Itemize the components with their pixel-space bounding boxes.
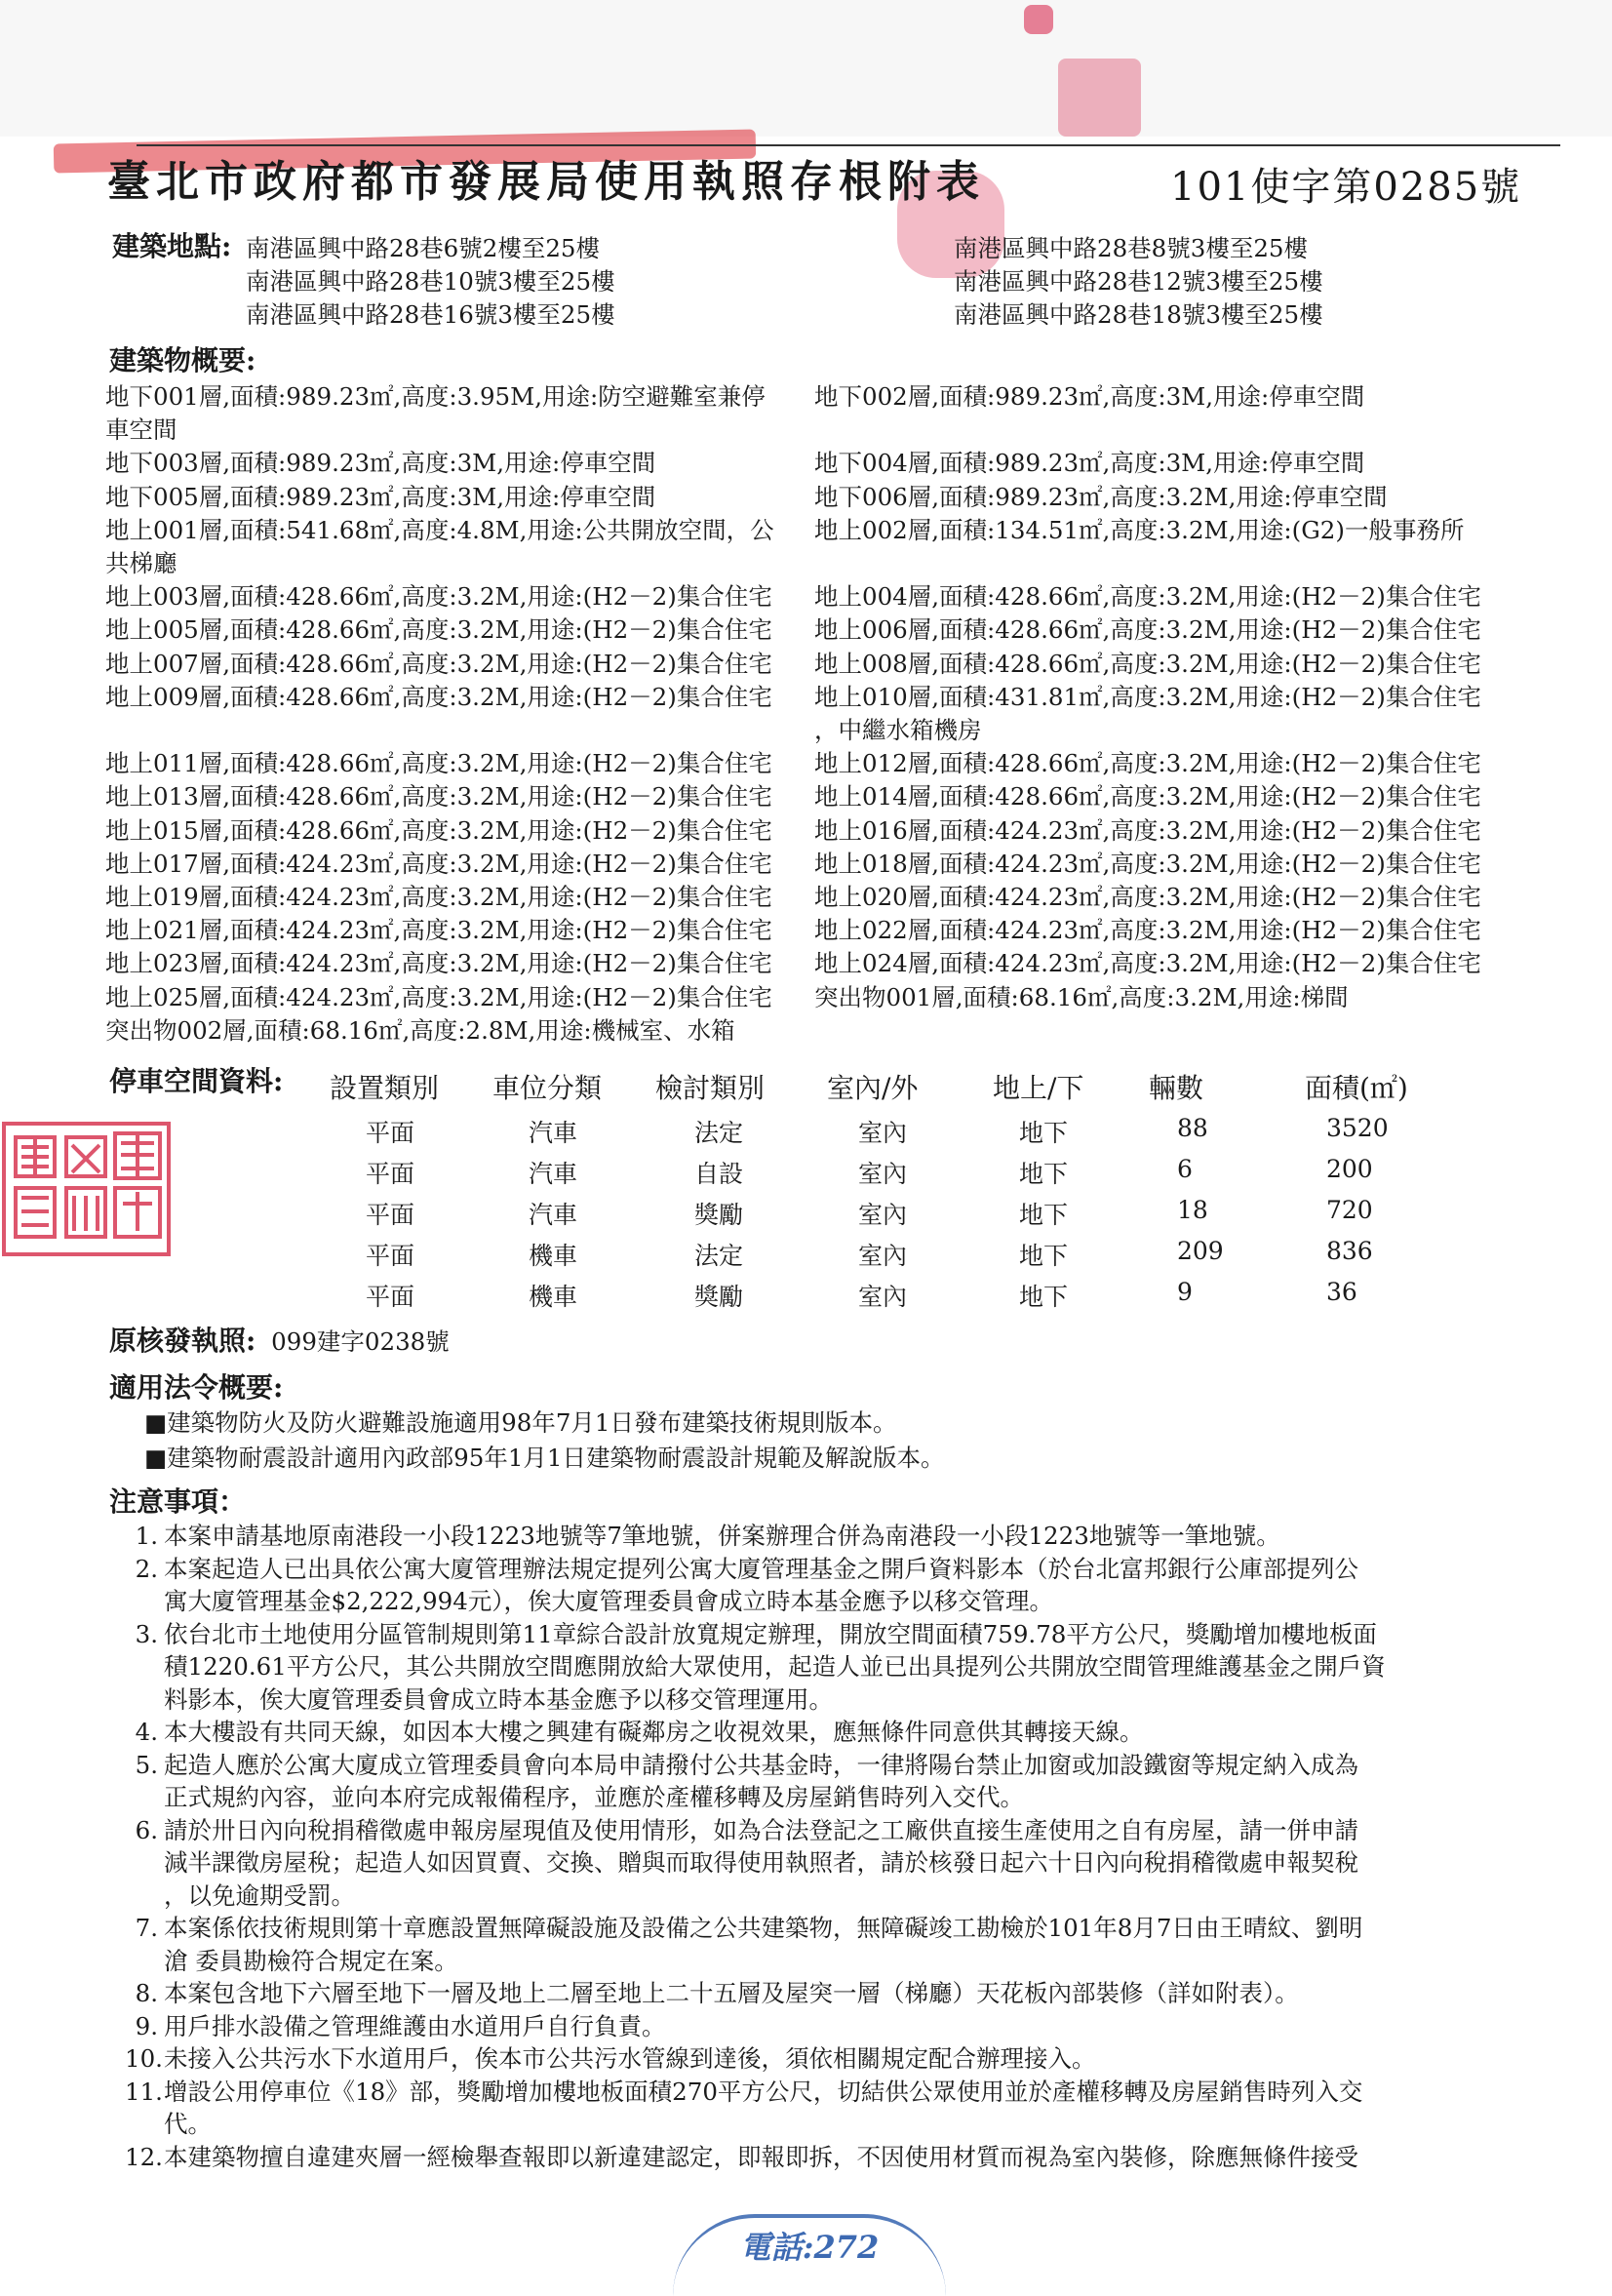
site-label: 建築地點: [112, 230, 232, 262]
site-address: 南港區興中路28巷18號3樓至25樓 [954, 300, 1323, 329]
note-line [125, 1848, 1358, 1878]
laws-label: 適用法令概要: [109, 1371, 284, 1404]
parking-cell: 209 [1177, 1237, 1224, 1265]
overview-line: 地上007層,面積:428.66㎡,高度:3.2M,用途:(H2－2)集合住宅 [105, 649, 772, 678]
note-text: ，以免逾期受罰。 [164, 1880, 355, 1910]
site-address: 南港區興中路28巷12號3樓至25樓 [954, 267, 1323, 296]
note-line [125, 1783, 1024, 1812]
parking-heading [109, 1067, 283, 1097]
parking-cell: 6 [1177, 1155, 1193, 1183]
note-text: 增設公用停車位《18》部，獎勵增加樓地板面積270平方公尺，切結供公眾使用並於產權移轉及房屋銷售時列入交 [164, 2077, 1363, 2106]
note-line [125, 2012, 666, 2041]
overview-line: 地上021層,面積:424.23㎡,高度:3.2M,用途:(H2－2)集合住宅 [105, 916, 772, 945]
note-number: 12. [125, 2142, 163, 2171]
note-text: 滄 委員勘檢符合規定在案。 [164, 1946, 458, 1975]
note-line [125, 1979, 1299, 2008]
note-number: 8. [135, 1979, 158, 2007]
overview-line: 地上004層,面積:428.66㎡,高度:3.2M,用途:(H2－2)集合住宅 [814, 582, 1481, 612]
parking-cell: 9 [1177, 1278, 1193, 1306]
note-line [125, 1587, 1053, 1616]
parking-cell: 地下 [1019, 1160, 1069, 1188]
overview-line: 地上011層,面積:428.66㎡,高度:3.2M,用途:(H2－2)集合住宅 [105, 749, 772, 778]
parking-column-header: 室內/外 [827, 1072, 919, 1104]
parking-column-header: 車位分類 [492, 1072, 603, 1104]
overview-line: 地上006層,面積:428.66㎡,高度:3.2M,用途:(H2－2)集合住宅 [814, 615, 1481, 645]
overview-line: 地上020層,面積:424.23㎡,高度:3.2M,用途:(H2－2)集合住宅 [814, 883, 1481, 911]
note-text: 本建築物擅自違建夾層一經檢舉查報即以新違建認定，即報即拆，不因使用材質而視為室內裝修，除應無條件接受 [164, 2142, 1358, 2171]
parking-cell: 室內 [858, 1201, 908, 1229]
parking-cell: 地下 [1019, 1119, 1069, 1147]
parking-cell: 法定 [694, 1242, 744, 1270]
parking-cell: 836 [1326, 1237, 1373, 1265]
parking-cell: 汽車 [529, 1201, 578, 1229]
note-number: 7. [135, 1914, 158, 1942]
note-line [125, 1555, 1358, 1584]
parking-cell: 平面 [366, 1283, 415, 1311]
note-text: 本大樓設有共同天線，如因本大樓之興建有礙鄰房之收視效果，應無條件同意供其轉接天線。 [164, 1718, 1144, 1746]
note-text: 起造人應於公寓大廈成立管理委員會向本局申請撥付公共基金時，一律將陽台禁止加窗或加設鐵窗等規定納入成為 [164, 1750, 1358, 1779]
overview-line: 地上003層,面積:428.66㎡,高度:3.2M,用途:(H2－2)集合住宅 [105, 582, 772, 612]
note-line [125, 1947, 458, 1976]
note-text: 本案係依技術規則第十章應設置無障礙設施及設備之公共建築物，無障礙竣工勘檢於101年8月7日由王晴紋、劉明 [164, 1914, 1363, 1942]
law-item: ■建築物防火及防火避難設施適用98年7月1日發布建築技術規則版本。 [144, 1408, 897, 1437]
red-stamp-mark [1058, 59, 1141, 137]
parking-cell: 88 [1177, 1114, 1208, 1142]
note-text: 積1220.61平方公尺，其公共開放空間應開放給大眾使用，起造人並已出具提列公共開放空間管理維護基金之開戶資 [164, 1652, 1386, 1681]
parking-cell: 獎勵 [694, 1283, 744, 1311]
notes-heading [109, 1487, 246, 1518]
overview-line: 車空間 [105, 416, 177, 445]
parking-cell: 720 [1326, 1196, 1373, 1224]
parking-cell: 36 [1326, 1278, 1357, 1306]
parking-cell: 3520 [1326, 1114, 1389, 1142]
note-line [125, 1718, 1144, 1747]
overview-line: 地上014層,面積:428.66㎡,高度:3.2M,用途:(H2－2)集合住宅 [814, 782, 1481, 812]
overview-line: 地上001層,面積:541.68㎡,高度:4.8M,用途:公共開放空間，公 [105, 515, 774, 544]
overview-line: 地下005層,面積:989.23㎡,高度:3M,用途:停車空間 [105, 482, 656, 511]
notes-label: 注意事項： [109, 1485, 247, 1518]
original-value: 099建字0238號 [271, 1327, 450, 1356]
overview-line: 地上010層,面積:431.81㎡,高度:3.2M,用途:(H2－2)集合住宅 [814, 682, 1481, 711]
overview-line: 地上009層,面積:428.66㎡,高度:3.2M,用途:(H2－2)集合住宅 [105, 682, 772, 711]
note-line [125, 1652, 1386, 1682]
overview-line: 地下001層,面積:989.23㎡,高度:3.95M,用途:防空避難室兼停 [105, 382, 766, 411]
overview-line: 地上018層,面積:424.23㎡,高度:3.2M,用途:(H2－2)集合住宅 [814, 849, 1481, 878]
parking-cell: 平面 [366, 1119, 415, 1147]
parking-cell: 機車 [529, 1283, 578, 1311]
overview-line: 地下002層,面積:989.23㎡,高度:3M,用途:停車空間 [814, 382, 1365, 411]
overview-line: 地下006層,面積:989.23㎡,高度:3.2M,用途:停車空間 [814, 482, 1388, 511]
note-text: 依台北市土地使用分區管制規則第11章綜合設計放寬規定辦理，開放空間面積759.78平方公尺，獎勵增加樓地板面 [164, 1619, 1377, 1648]
parking-cell: 法定 [694, 1119, 744, 1147]
overview-line: 地下003層,面積:989.23㎡,高度:3M,用途:停車空間 [105, 449, 656, 478]
site-address: 南港區興中路28巷10號3樓至25樓 [246, 267, 615, 296]
parking-cell: 汽車 [529, 1160, 578, 1188]
note-line [125, 2110, 212, 2139]
document-title: 臺北市政府都市發展局使用執照存根附表 [107, 157, 985, 207]
seal-pattern-icon [6, 1126, 167, 1252]
top-blank-strip [0, 0, 1612, 137]
parking-cell: 自設 [694, 1160, 744, 1188]
site-address: 南港區興中路28巷6號2樓至25樓 [246, 234, 601, 262]
note-line [125, 2044, 1096, 2074]
overview-label: 建築物概要: [109, 344, 256, 376]
note-number: 10. [125, 2044, 163, 2073]
parking-column-header: 設置類別 [330, 1072, 440, 1104]
note-number: 3. [135, 1619, 158, 1648]
note-text: 正式規約內容，並向本府完成報備程序，並應於產權移轉及房屋銷售時列入交代。 [164, 1783, 1024, 1811]
note-line [125, 1914, 1362, 1943]
parking-cell: 平面 [366, 1242, 415, 1270]
note-text: 請於卅日內向稅捐稽徵處申報房屋現值及使用情形，如為合法登記之工廠供直接生產使用之自有房屋，請一併申請 [164, 1815, 1358, 1844]
site-address: 南港區興中路28巷8號3樓至25樓 [954, 234, 1309, 262]
parking-cell: 機車 [529, 1242, 578, 1270]
parking-column-header: 檢討類別 [655, 1072, 766, 1104]
overview-line: ，中繼水箱機房 [814, 716, 982, 744]
red-stamp-mark [1024, 5, 1053, 34]
note-line [125, 1620, 1377, 1649]
note-line [125, 1816, 1358, 1845]
note-line [125, 2078, 1362, 2107]
overview-line: 地上015層,面積:428.66㎡,高度:3.2M,用途:(H2－2)集合住宅 [105, 815, 772, 845]
overview-line: 地上023層,面積:424.23㎡,高度:3.2M,用途:(H2－2)集合住宅 [105, 949, 772, 978]
note-number: 2. [135, 1554, 158, 1583]
parking-cell: 室內 [858, 1119, 908, 1147]
note-line [125, 1685, 833, 1715]
overview-line: 地上022層,面積:424.23㎡,高度:3.2M,用途:(H2－2)集合住宅 [814, 916, 1481, 945]
overview-line: 地下004層,面積:989.23㎡,高度:3M,用途:停車空間 [814, 449, 1365, 478]
parking-cell: 18 [1177, 1196, 1208, 1224]
note-text: 本案申請基地原南港段一小段1223地號等7筆地號，併案辦理合併為南港段一小段1223地號等一筆地號。 [164, 1522, 1280, 1550]
note-number: 4. [135, 1718, 158, 1746]
parking-cell: 平面 [366, 1201, 415, 1229]
site-section [112, 232, 231, 262]
permit-number: 101使字第0285號 [1170, 165, 1522, 210]
overview-heading [109, 346, 256, 376]
parking-cell: 地下 [1019, 1242, 1069, 1270]
note-text: 本案包含地下六層至地下一層及地上二層至地上二十五層及屋突一層（梯廳）天花板內部裝修（詳如附表）。 [164, 1979, 1299, 2007]
overview-line: 地上012層,面積:428.66㎡,高度:3.2M,用途:(H2－2)集合住宅 [814, 749, 1481, 778]
parking-cell: 室內 [858, 1160, 908, 1188]
note-number: 1. [135, 1522, 158, 1550]
parking-cell: 地下 [1019, 1201, 1069, 1229]
note-text: 寓大廈管理基金$2,222,994元），俟大廈管理委員會成立時本基金應予以移交管理。 [164, 1587, 1054, 1615]
overview-line: 地上016層,面積:424.23㎡,高度:3.2M,用途:(H2－2)集合住宅 [814, 815, 1481, 845]
original-permit [109, 1326, 450, 1357]
parking-cell: 平面 [366, 1160, 415, 1188]
overview-line: 地上025層,面積:424.23㎡,高度:3.2M,用途:(H2－2)集合住宅 [105, 982, 772, 1011]
law-item: ■建築物耐震設計適用內政部95年1月1日建築物耐震設計規範及解說版本。 [144, 1444, 945, 1472]
laws-heading [109, 1373, 283, 1404]
overview-line: 突出物001層,面積:68.16㎡,高度:3.2M,用途:梯間 [814, 982, 1349, 1011]
blue-seal-stamp: 電話:272 [673, 2214, 946, 2296]
note-text: 減半課徵房屋稅；起造人如因買賣、交換、贈與而取得使用執照者，請於核發日起六十日內向稅捐稽徵處申報契稅 [164, 1848, 1358, 1877]
parking-cell: 室內 [858, 1242, 908, 1270]
parking-label: 停車空間資料: [109, 1065, 284, 1097]
parking-cell: 獎勵 [694, 1201, 744, 1229]
note-number: 11. [125, 2077, 163, 2106]
note-text: 用戶排水設備之管理維護由水道用戶自行負責。 [164, 2011, 666, 2040]
note-line [125, 1522, 1280, 1551]
red-seal-stamp [2, 1122, 171, 1256]
note-line [125, 1881, 355, 1911]
parking-column-header: 地上/下 [993, 1072, 1084, 1104]
note-number: 9. [135, 2011, 158, 2040]
note-text: 未接入公共污水下水道用戶，俟本市公共污水管線到達後，須依相關規定配合辦理接入。 [164, 2044, 1096, 2073]
overview-line: 地上019層,面積:424.23㎡,高度:3.2M,用途:(H2－2)集合住宅 [105, 883, 772, 911]
note-text: 代。 [164, 2110, 212, 2138]
overview-line: 地上008層,面積:428.66㎡,高度:3.2M,用途:(H2－2)集合住宅 [814, 649, 1481, 678]
overview-line: 地上005層,面積:428.66㎡,高度:3.2M,用途:(H2－2)集合住宅 [105, 615, 772, 645]
parking-cell: 室內 [858, 1283, 908, 1311]
original-label: 原核發執照: [109, 1325, 256, 1357]
note-line [125, 2143, 1358, 2172]
overview-line: 地上017層,面積:424.23㎡,高度:3.2M,用途:(H2－2)集合住宅 [105, 849, 772, 878]
note-text: 料影本，俟大廈管理委員會成立時本基金應予以移交管理運用。 [164, 1684, 833, 1714]
overview-line: 地上024層,面積:424.23㎡,高度:3.2M,用途:(H2－2)集合住宅 [814, 949, 1481, 978]
note-number: 5. [135, 1750, 158, 1779]
overview-line: 突出物002層,面積:68.16㎡,高度:2.8M,用途:機械室、水箱 [105, 1015, 735, 1045]
parking-cell: 200 [1326, 1155, 1373, 1183]
overview-line: 共梯廳 [105, 549, 177, 577]
overview-line: 地上002層,面積:134.51㎡,高度:3.2M,用途:(G2)一般事務所 [814, 515, 1465, 544]
parking-column-header: 輛數 [1149, 1072, 1204, 1104]
note-text: 本案起造人已出具依公寓大廈管理辦法規定提列公寓大廈管理基金之開戶資料影本（於台北富邦銀行公庫部提列公 [164, 1554, 1358, 1583]
parking-column-header: 面積(㎡) [1305, 1072, 1408, 1104]
overview-line: 地上013層,面積:428.66㎡,高度:3.2M,用途:(H2－2)集合住宅 [105, 782, 772, 812]
parking-cell: 汽車 [529, 1119, 578, 1147]
note-line [125, 1751, 1358, 1780]
note-number: 6. [135, 1815, 158, 1844]
parking-cell: 地下 [1019, 1283, 1069, 1311]
site-address: 南港區興中路28巷16號3樓至25樓 [246, 300, 615, 329]
